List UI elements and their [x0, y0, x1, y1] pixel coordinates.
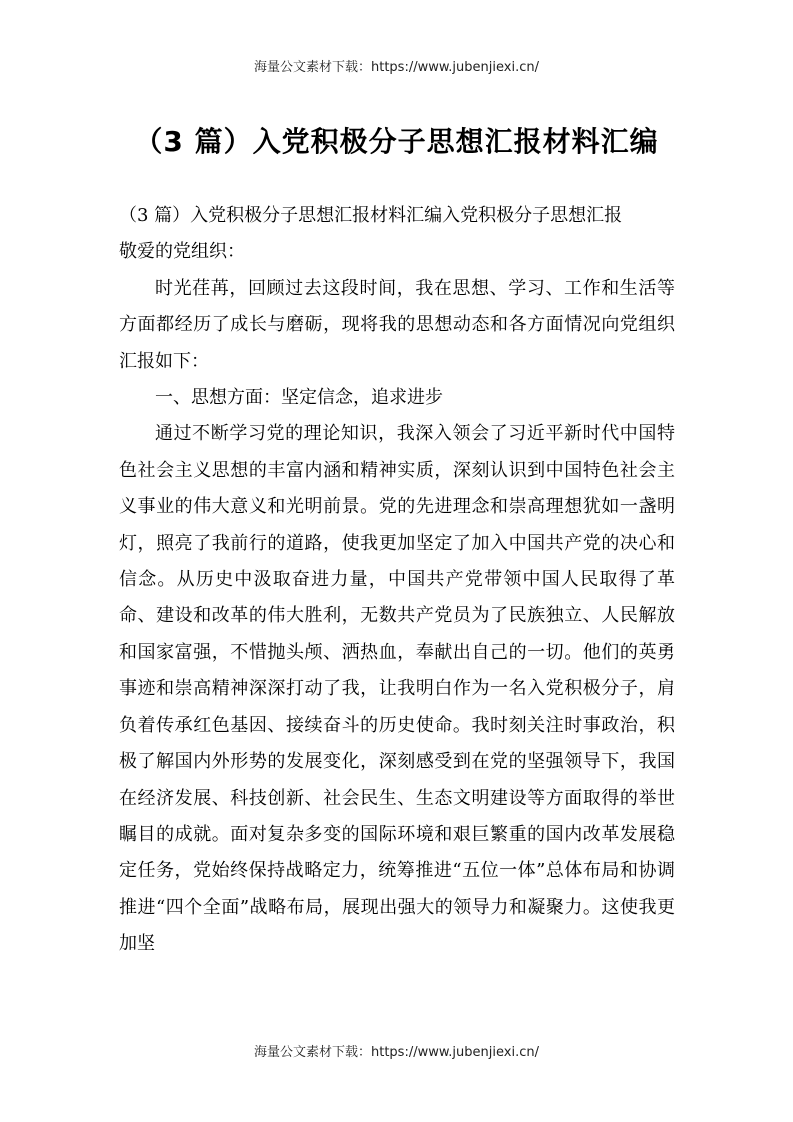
page-header: 海量公文素材下载：https://www.jubenjiexi.cn/ — [254, 60, 539, 75]
salutation: 敬爱的党组织： — [119, 241, 245, 263]
document-body — [119, 198, 675, 963]
document-title: （3 篇）入党积极分子思想汇报材料汇编 — [134, 125, 659, 158]
section-heading: 一、思想方面：坚定信念，追求进步 — [155, 387, 443, 409]
paragraph: 时光荏苒，回顾过去这段时间，我在思想、学习、工作和生活等方面都经历了成长与磨砺，现将我的思想动态和各方面情况向党组织汇报如下： — [119, 277, 675, 372]
page-footer: 海量公文素材下载：https://www.jubenjiexi.cn/ — [254, 1045, 539, 1060]
paragraph: 通过不断学习党的理论知识，我深入领会了习近平新时代中国特色社会主义思想的丰富内涵和精神实质，深刻认识到中国特色社会主义事业的伟大意义和光明前景。党的先进理念和崇高理想犹如一盏明灯，照亮了我前行的道路，使我更加坚定了加入中国共产党的决心和信念。从历史中汲取奋进力量，中国共产党带领中国人民取得了革命、建设和改革的伟大胜利，无数共产党员为了民族独立、人民解放和国家富强，不惜抛头颅、洒热血，奉献出自己的一切。他们的英勇事迹和崇高精神深深打动了我，让我明白作为一名入党积极分子，肩负着传承红色基因、接续奋斗的历史使命。我时刻关注时事政治，积极了解国内外形势的发展变化，深刻感受到在党的坚强领导下，我国在经济发展、科技创新、社会民生、生态文明建设等方面取得的举世瞩目的成就。面对复杂多变的国际环境和艰巨繁重的国内改革发展稳定任务，党始终保持战略定力，统筹推进“五位一体”总体布局和协调推进“四个全面”战略布局，展现出强大的领导力和凝聚力。这使我更加坚 — [119, 423, 675, 955]
intro-line: （3 篇）入党积极分子思想汇报材料汇编入党积极分子思想汇报 — [119, 205, 623, 226]
